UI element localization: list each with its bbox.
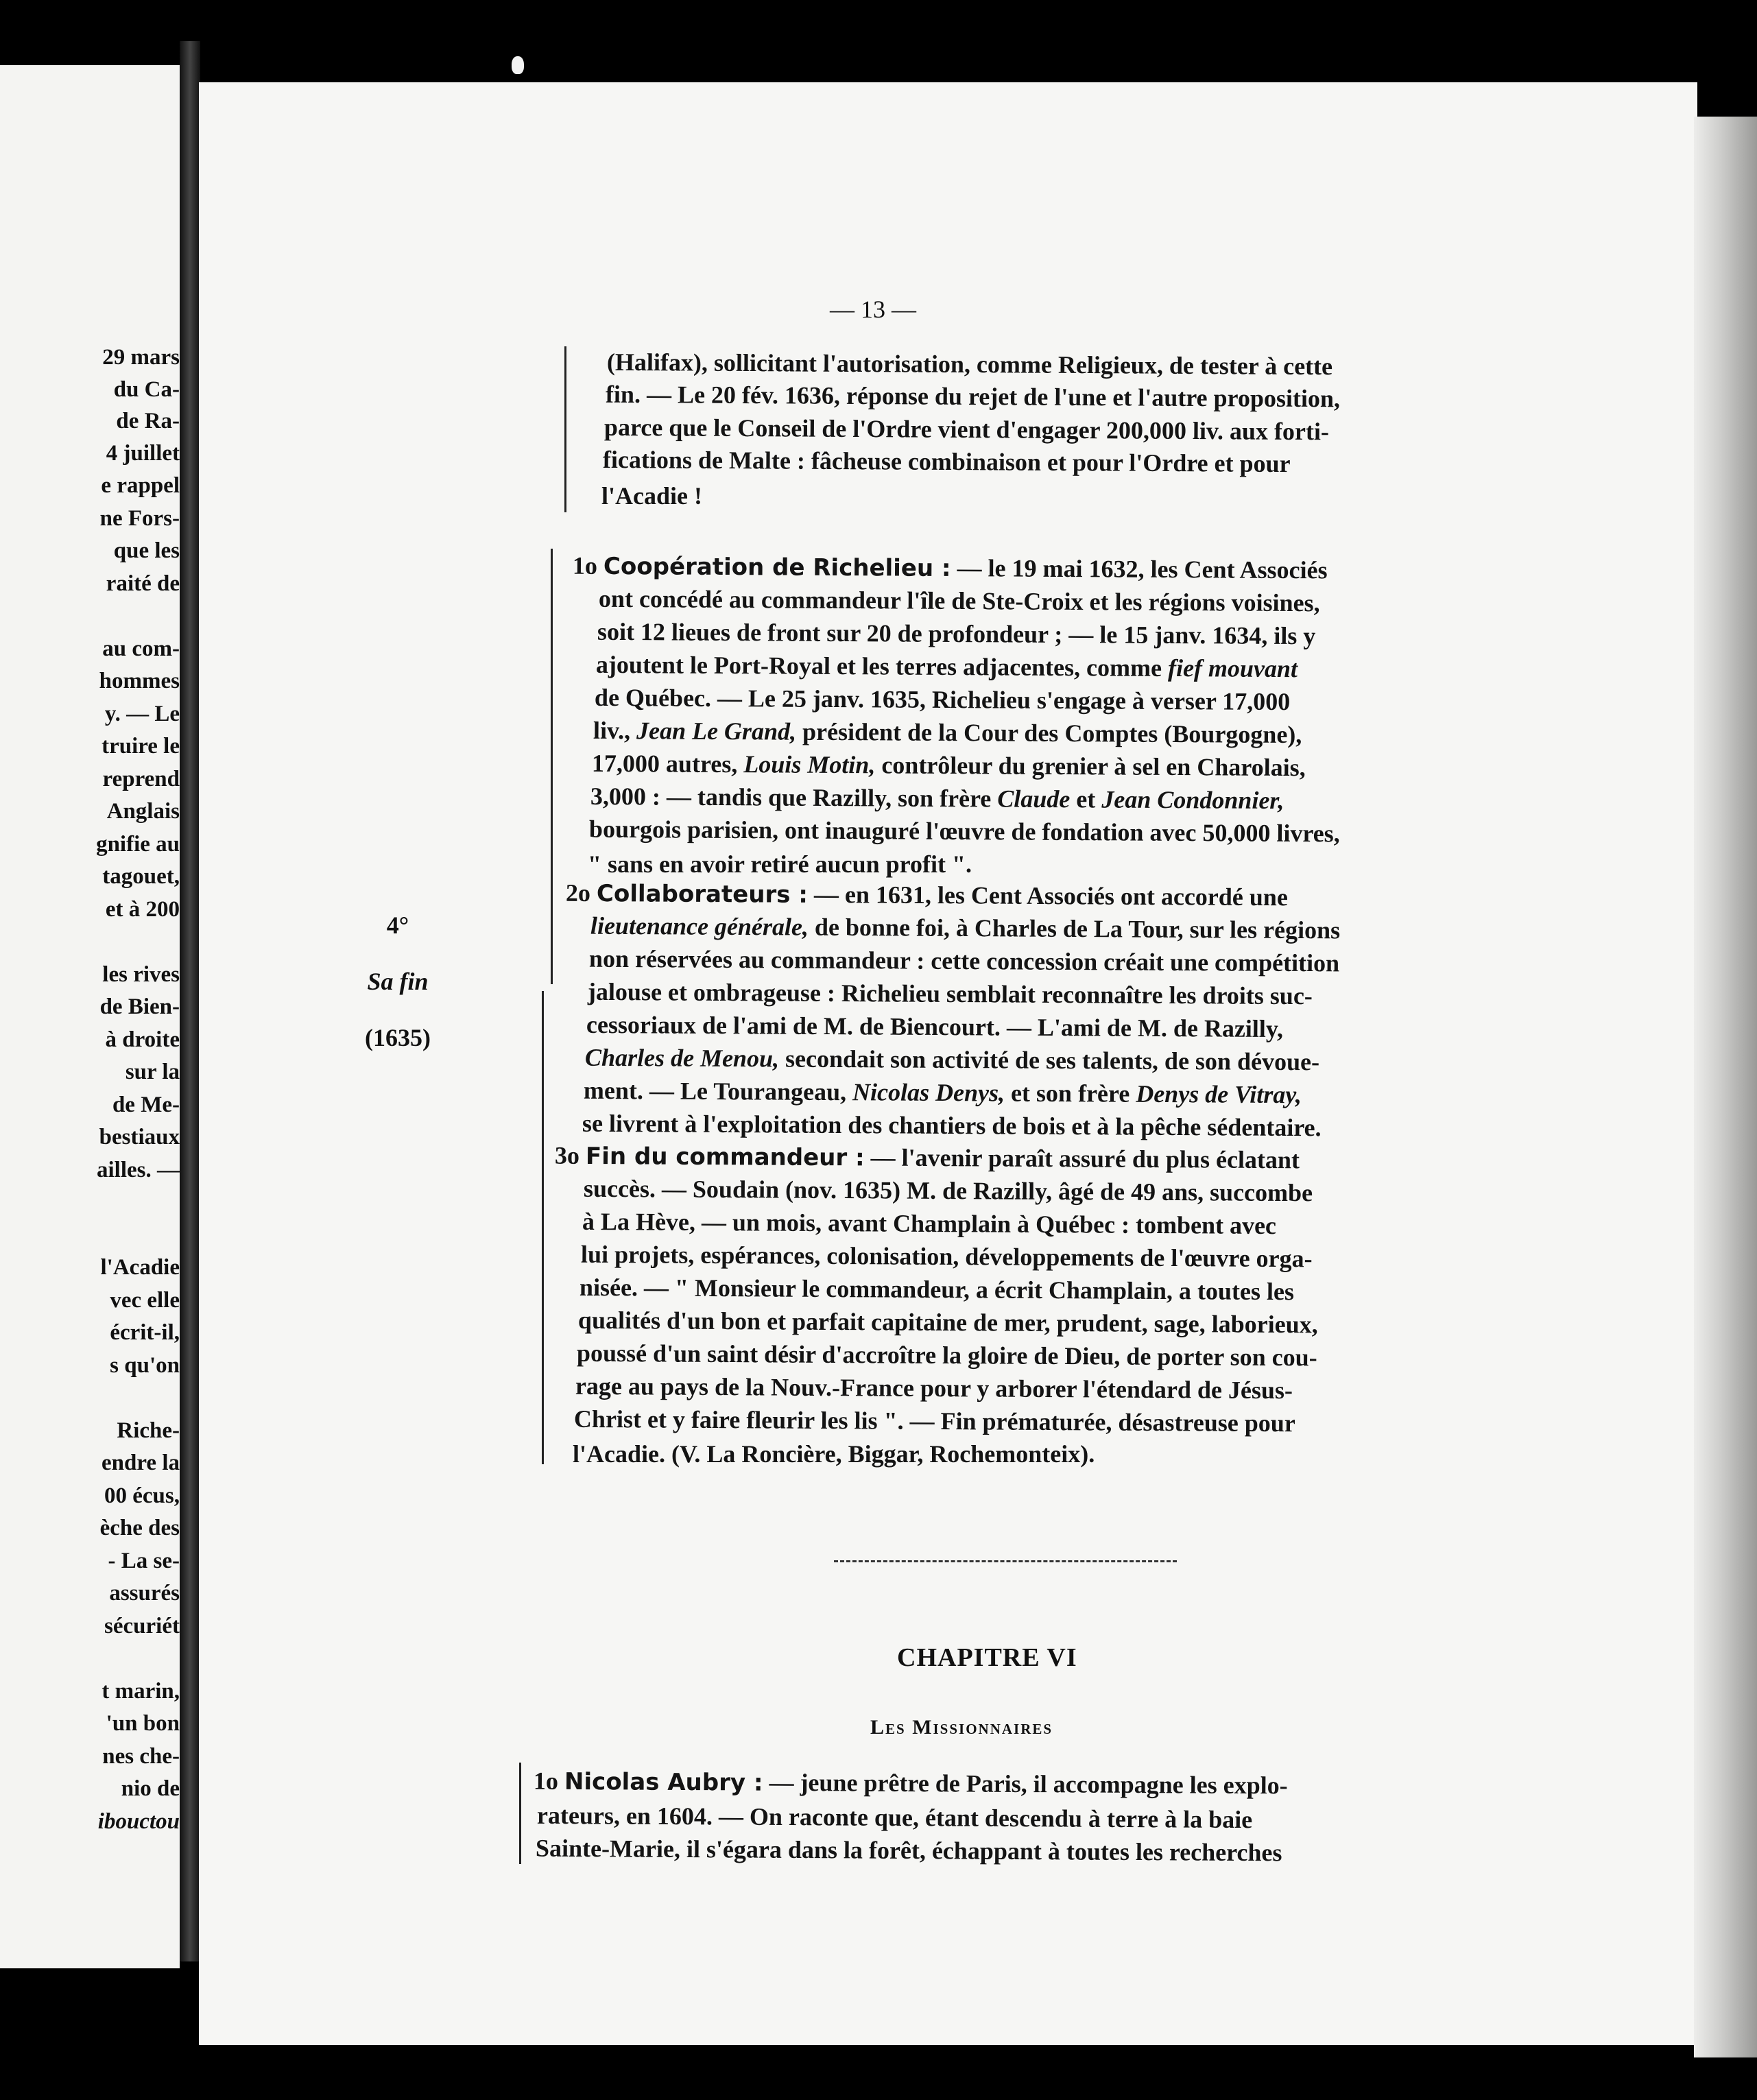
section2-italic: Charles de Menou,	[584, 1043, 780, 1073]
margin-note-number: 4°	[386, 911, 409, 939]
section1-line: " sans en avoir retiré aucun profit ".	[588, 850, 972, 878]
section3-line: Christ et y faire fleurir les lis ". — Fin prématurée, désastreuse pour	[573, 1405, 1295, 1437]
section1-heading: Coopération de Richelieu :	[603, 552, 951, 583]
section2-italic: Denys de Vitray,	[1136, 1079, 1302, 1109]
section4-line: Sainte-Marie, il s'égara dans la forêt, échappant à toutes les recherches	[535, 1834, 1282, 1867]
left-page-fragment: de Ra-	[116, 409, 180, 433]
section3-line: lui projets, espérances, colonisation, développements de l'œuvre orga-	[580, 1240, 1313, 1273]
section1-italic: Jean Condonnier,	[1101, 785, 1284, 815]
left-page-fragment: l'Acadie	[100, 1255, 180, 1280]
section1-line: soit 12 lieues de front sur 20 de profondeur ; — le 15 janv. 1634, ils y	[597, 617, 1316, 650]
left-page-fragment: bestiaux	[99, 1125, 180, 1149]
section4-line-0	[534, 1769, 1288, 1798]
left-page-fragment: truire le	[101, 734, 180, 759]
section1-line-6	[592, 751, 1306, 780]
left-page-fragment: gnifie au	[96, 832, 180, 857]
section4-text: — jeune prêtre de Paris, il accompagne les explo-	[769, 1768, 1288, 1800]
left-page-fragment: sur la	[125, 1060, 180, 1084]
left-page-fragment: au com-	[102, 636, 180, 661]
section3-heading: Fin du commandeur :	[585, 1142, 865, 1172]
chapter-subtitle: Les Missionnaires	[870, 1716, 1053, 1739]
section1-line-7	[590, 784, 1284, 813]
section2-text: de bonne foi, à Charles de La Tour, sur les régions	[814, 913, 1341, 944]
left-page-fragment: écrit-il,	[110, 1320, 180, 1345]
left-page-fragment: 29 mars	[102, 345, 180, 370]
section2-heading: Collaborateurs :	[596, 880, 809, 909]
block1-bracket	[564, 346, 566, 512]
sections-bracket-bottom	[542, 991, 544, 1464]
section2-line-5	[585, 1045, 1319, 1075]
section2-line: non réservées au commandeur : cette concession créait une compétition	[588, 944, 1340, 977]
section1-text: et	[1076, 785, 1096, 813]
section2-line-0	[566, 881, 1288, 909]
left-page-fragment: èche des	[99, 1516, 180, 1540]
left-page-fragment: hommes	[99, 669, 180, 693]
block1-line: fin. — Le 20 fév. 1636, réponse du rejet de l'une et l'autre proposition,	[605, 380, 1341, 413]
section3-line: rage au pays de la Nouv.-France pour y arborer l'étendard de Jésus-	[575, 1372, 1293, 1405]
section3-line: l'Acadie. (V. La Roncière, Biggar, Rochemonteix).	[573, 1440, 1095, 1468]
section1-italic: Jean Le Grand,	[636, 717, 797, 745]
section1-text: — le 19 mai 1632, les Cent Associés	[957, 554, 1328, 584]
left-page-fragment: ne Fors-	[99, 506, 180, 531]
section1-line-5	[593, 718, 1302, 747]
page-number: — 13 —	[830, 296, 916, 323]
section2-text: ment. — Le Tourangeau,	[583, 1076, 847, 1106]
left-page-fragment: reprend	[102, 767, 180, 791]
section3-line: succès. — Soudain (nov. 1635) M. de Razilly, âgé de 49 ans, succombe	[583, 1174, 1313, 1207]
left-page-fragment: tagouet,	[102, 864, 180, 889]
section4-line: rateurs, en 1604. — On raconte que, étant descendu à terre à la baie	[536, 1801, 1253, 1834]
section2-text: et son frère	[1010, 1079, 1130, 1108]
section1-italic: Louis Motin,	[743, 750, 876, 779]
section3-line: poussé d'un saint désir d'accroître la gloire de Dieu, de porter son cou-	[576, 1339, 1317, 1372]
left-page-fragment: nes che-	[102, 1744, 180, 1769]
sections-bracket-top	[551, 549, 553, 984]
left-page-fragment: et à 200	[105, 897, 180, 922]
margin-note-year: (1635)	[365, 1024, 431, 1051]
section1-line: ont concédé au commandeur l'île de Ste-Croix et les régions voisines,	[598, 584, 1320, 617]
left-page-fragment: que les	[113, 538, 180, 563]
left-page-fragment: ibouctou	[97, 1809, 180, 1834]
left-page-fragment: 'un bon	[106, 1711, 180, 1736]
section3-line-0	[555, 1143, 1300, 1173]
section2-text: — en 1631, les Cent Associés ont accordé une	[813, 880, 1289, 911]
section2-line: cessoriaux de l'ami de M. de Biencourt. — L'ami de M. de Razilly,	[586, 1010, 1284, 1043]
left-page-fragment: ailles. —	[97, 1158, 180, 1182]
section2-line-6	[584, 1078, 1302, 1107]
section1-text: ajoutent le Port-Royal et les terres adjacentes, comme	[595, 650, 1162, 682]
section1-text: président de la Cour des Comptes (Bourgogne),	[802, 717, 1302, 749]
left-page-fragment: de Me-	[112, 1093, 180, 1117]
book-gutter	[180, 41, 200, 1961]
block1-line: l'Acadie !	[601, 482, 702, 510]
section-divider	[834, 1560, 1177, 1562]
left-page-fragment: sécuriét	[104, 1614, 180, 1638]
chapter-title: CHAPITRE VI	[897, 1643, 1077, 1672]
section3-line: à La Hève, — un mois, avant Champlain à Québec : tombent avec	[582, 1207, 1277, 1240]
section1-line: bourgois parisien, ont inauguré l'œuvre de fondation avec 50,000 livres,	[588, 815, 1340, 848]
section1-line-3	[596, 652, 1298, 681]
left-page-fragment: Riche-	[117, 1418, 180, 1443]
left-page-fragment: t marin,	[101, 1679, 180, 1704]
left-page-fragment: 4 juillet	[106, 441, 180, 466]
section1-italic: fief mouvant	[1167, 654, 1298, 683]
left-page-fragment: assurés	[109, 1581, 180, 1606]
left-page-fragment: raité de	[106, 571, 180, 596]
scan-artifact	[512, 56, 524, 74]
left-page-fragment: à droite	[105, 1027, 180, 1052]
section1-text: liv.,	[593, 716, 631, 745]
left-page-fragment: de Bien-	[99, 994, 180, 1019]
left-page-fragment: - La se-	[108, 1549, 180, 1573]
section4-bracket	[519, 1763, 521, 1864]
section2-italic: Nicolas Denys,	[852, 1078, 1005, 1107]
section1-text: 17,000 autres,	[591, 749, 738, 778]
left-page-fragment: nio de	[121, 1776, 180, 1801]
left-page-fragment: y. — Le	[104, 702, 180, 726]
block1-line: fications de Malte : fâcheuse combinaison et pour l'Ordre et pour	[602, 445, 1291, 478]
section3-text: — l'avenir paraît assuré du plus éclatant	[870, 1143, 1300, 1174]
section4-heading: Nicolas Aubry :	[564, 1767, 763, 1797]
section2-line-1	[590, 911, 1341, 944]
section1-text: contrôleur du grenier à sel en Charolais,	[881, 751, 1306, 782]
block1-line: parce que le Conseil de l'Ordre vient d'engager 200,000 liv. aux forti-	[603, 413, 1330, 446]
left-page-fragment: Anglais	[106, 799, 180, 824]
left-page-fragment: 00 écus,	[104, 1483, 180, 1508]
section1-line-0	[573, 553, 1328, 583]
left-facing-page	[0, 65, 180, 1968]
page-edge-shadow	[1694, 117, 1757, 2057]
left-page-fragment: e rappel	[101, 473, 180, 498]
section2-text: secondait son activité de ses talents, de son dévoue-	[785, 1045, 1320, 1076]
section1-line: de Québec. — Le 25 janv. 1635, Richelieu s'engage à verser 17,000	[594, 683, 1291, 716]
section3-number: 3o	[554, 1141, 580, 1169]
left-page-fragment: les rives	[102, 962, 180, 987]
margin-note-title: Sa fin	[367, 968, 429, 995]
section2-line: jalouse et ombrageuse : Richelieu semblait reconnaître les droits suc-	[587, 977, 1313, 1010]
section4-number: 1o	[533, 1767, 559, 1795]
block1-line: (Halifax), sollicitant l'autorisation, comme Religieux, de tester à cette	[606, 348, 1333, 381]
section1-number: 1o	[572, 551, 598, 580]
left-page-fragment: s qu'on	[110, 1353, 180, 1378]
section1-italic: Claude	[997, 785, 1071, 813]
section3-line: qualités d'un bon et parfait capitaine de mer, prudent, sage, laborieux,	[577, 1306, 1318, 1339]
section2-italic: lieutenance générale,	[590, 911, 809, 941]
left-page-fragment: vec elle	[110, 1288, 180, 1313]
left-page-fragment: endre la	[101, 1451, 180, 1475]
section1-text: 3,000 : — tandis que Razilly, son frère	[590, 782, 992, 813]
left-page-fragment: du Ca-	[113, 377, 180, 402]
section2-line: se livrent à l'exploitation des chantiers de bois et à la pêche sédentaire.	[582, 1109, 1322, 1142]
section2-number: 2o	[565, 879, 591, 907]
section3-line: nisée. — " Monsieur le commandeur, a écrit Champlain, a toutes les	[579, 1273, 1295, 1306]
